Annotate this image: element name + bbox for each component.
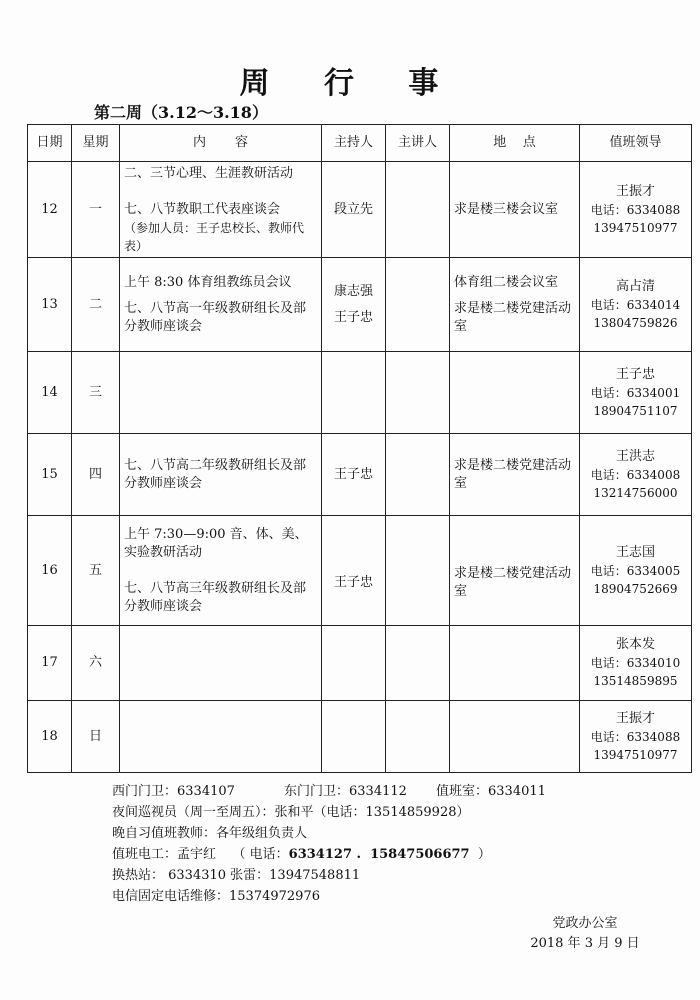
content-line: 二、三节心理、生涯教研活动 [124, 165, 294, 181]
content-line: 上午 7:30—9:00 音、体、美、实验教研活动 [124, 526, 308, 560]
duty-cell [580, 701, 692, 773]
host-name: 王子忠 [333, 309, 373, 325]
electrician-prefix: 值班电工：孟宇红 （ 电话： [112, 847, 289, 862]
date-cell: 18 [28, 701, 72, 773]
content-line: 七、八节高三年级教研组长及部分教师座谈会 [124, 580, 307, 614]
location-line: 体育组二楼会议室 [454, 274, 559, 290]
office-name: 党政办公室 [552, 916, 618, 931]
table-row [28, 162, 692, 258]
content-cell [120, 352, 322, 434]
host-cell [322, 258, 386, 352]
content-cell [120, 434, 322, 516]
duty-name: 张本发 [615, 637, 655, 652]
table-row [28, 258, 692, 352]
date-cell: 13 [28, 258, 72, 352]
table-row [28, 352, 692, 434]
header-content: 内 容 [120, 125, 322, 162]
table-row [28, 516, 692, 626]
header-speaker: 主讲人 [386, 125, 450, 162]
duty-phone: 电话：6334088 [590, 729, 681, 744]
host-name: 王子忠 [333, 574, 373, 590]
date-cell: 14 [28, 352, 72, 434]
duty-cell [580, 352, 692, 434]
content-line: 七、八节高一年级教研组长及部分教师座谈会 [124, 300, 307, 334]
weekday-cell: 六 [72, 626, 120, 701]
telecom-repair: 电信固定电话维修：15374972976 [112, 889, 320, 904]
host-cell [322, 626, 386, 701]
weekday-cell: 五 [72, 516, 120, 626]
duty-mobile: 13514859895 [593, 674, 678, 688]
table-row [28, 701, 692, 773]
duty-mobile: 18904752669 [593, 581, 678, 596]
duty-room: 值班室：6334011 [436, 784, 546, 799]
content-line: 七、八节教职工代表座谈会 [124, 201, 281, 217]
date-cell: 12 [28, 162, 72, 258]
location-cell [450, 516, 580, 626]
schedule-table [27, 124, 692, 773]
duty-phone: 电话：6334005 [590, 563, 681, 578]
duty-phone: 电话：6334088 [590, 202, 681, 217]
content-line: （参加人员：王子忠校长、教师代表） [124, 220, 305, 253]
location-cell [450, 352, 580, 434]
host-name: 康志强 [333, 283, 373, 299]
duty-name: 王振才 [615, 183, 655, 199]
duty-mobile: 13947510977 [593, 220, 678, 235]
location-cell [450, 701, 580, 773]
contact-footer [112, 781, 546, 907]
content-cell [120, 258, 322, 352]
duty-cell [580, 434, 692, 516]
electrician-phones: 6334127 . 15847506677 [288, 847, 470, 862]
duty-name: 王洪志 [615, 448, 655, 464]
location-line: 求是楼二楼党建活动室 [454, 565, 572, 599]
weekday-cell: 二 [72, 258, 120, 352]
speaker-cell [386, 352, 450, 434]
duty-phone: 电话：6334008 [590, 467, 681, 482]
signature-block [520, 914, 650, 954]
speaker-cell [386, 162, 450, 258]
page-title: 周 行 事 [239, 66, 461, 101]
speaker-cell [386, 626, 450, 701]
host-cell [322, 352, 386, 434]
header-weekday: 星期 [72, 125, 120, 162]
location-line: 求是楼二楼党建活动室 [454, 300, 572, 334]
header-duty: 值班领导 [580, 125, 692, 162]
duty-phone: 电话：6334010 [590, 656, 681, 670]
east-gate: 东门门卫：6334112 [284, 784, 407, 799]
content-cell [120, 626, 322, 701]
west-gate: 西门门卫：6334107 [112, 784, 235, 799]
duty-phone: 电话：6334001 [590, 385, 681, 400]
host-cell [322, 516, 386, 626]
header-date: 日期 [28, 125, 72, 162]
duty-name: 王志国 [615, 544, 655, 560]
header-row [28, 125, 692, 162]
duty-name: 高占清 [615, 278, 655, 294]
speaker-cell [386, 258, 450, 352]
duty-cell [580, 162, 692, 258]
duty-cell [580, 626, 692, 701]
duty-mobile: 13947510977 [593, 747, 678, 762]
electrician-suffix: ） [469, 847, 491, 862]
content-line: 七、八节高二年级教研组长及部分教师座谈会 [124, 457, 307, 491]
location-cell [450, 258, 580, 352]
heat-station: 换热站： 6334310 张雷：13947548811 [112, 868, 361, 883]
content-cell [120, 162, 322, 258]
date-cell: 15 [28, 434, 72, 516]
date-cell: 17 [28, 626, 72, 701]
week-label: 第二周（3.12～3.18） [94, 103, 268, 122]
location-cell: 求是楼三楼会议室 [450, 162, 580, 258]
duty-phone: 电话：6334014 [590, 297, 681, 312]
weekday-cell: 日 [72, 701, 120, 773]
host-cell [322, 701, 386, 773]
content-line: 上午 8:30 体育组教练员会议 [124, 274, 292, 290]
issue-date: 2018 年 3 月 9 日 [530, 936, 640, 951]
host-cell: 段立先 [322, 162, 386, 258]
duty-cell [580, 516, 692, 626]
content-cell [120, 516, 322, 626]
date-cell: 16 [28, 516, 72, 626]
electrician [112, 844, 546, 865]
weekday-cell: 三 [72, 352, 120, 434]
duty-name: 王振才 [615, 710, 655, 726]
evening-study: 晚自习值班教师：各年级组负责人 [112, 826, 308, 841]
gate-phones [112, 781, 546, 802]
location-cell [450, 626, 580, 701]
duty-cell [580, 258, 692, 352]
header-location: 地 点 [450, 125, 580, 162]
weekday-cell: 四 [72, 434, 120, 516]
duty-mobile: 13214756000 [593, 485, 678, 500]
speaker-cell [386, 434, 450, 516]
speaker-cell [386, 701, 450, 773]
weekday-cell: 一 [72, 162, 120, 258]
table-row [28, 434, 692, 516]
table-row [28, 626, 692, 701]
night-patrol: 夜间巡视员（周一至周五）：张和平（电话：13514859928） [112, 805, 470, 820]
host-cell: 王子忠 [322, 434, 386, 516]
content-cell [120, 701, 322, 773]
speaker-cell [386, 516, 450, 626]
location-cell: 求是楼二楼党建活动室 [450, 434, 580, 516]
duty-name: 王子忠 [615, 366, 655, 382]
duty-mobile: 13804759826 [593, 315, 678, 330]
duty-mobile: 18904751107 [593, 403, 678, 418]
header-host: 主持人 [322, 125, 386, 162]
